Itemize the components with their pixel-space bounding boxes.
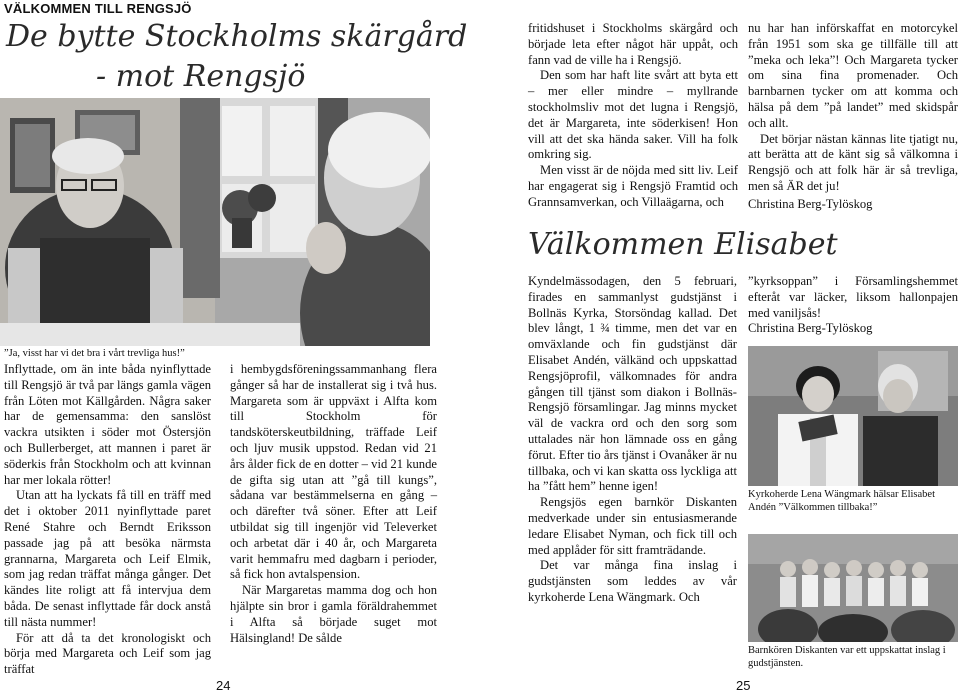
- paragraph: ”kyrksoppan” i Församlingshemmet efteråt var läcker, liksom hallonpajen med vaniljsås!: [748, 274, 958, 320]
- right-top-column-2: [748, 21, 958, 213]
- right-bottom-column-2: [748, 274, 958, 337]
- paragraph: Det var många fina inslag i gudstjänsten som leddes av vår kyrkoherde Lena Wängmark. Och: [528, 558, 737, 604]
- headline-welcome: Välkommen Elisabet: [528, 227, 838, 262]
- couple-photo-caption: ”Ja, visst har vi det bra i vårt trevliga hus!”: [4, 348, 185, 359]
- paragraph: När Margaretas mamma dog och hon hjälpte sin bror i gamla föräldrahemmet i Alfta så började suget mot Hälsingland! De sålde: [230, 583, 437, 645]
- paragraph: Kyndelmässodagen, den 5 februari, firades en sammanlyst gudstjänst i Bollnäs Kyrka, Storsöndag kallad. Det blev långt, 1 ¾ timme, men det var en omväxlande och fin gudstjänst där Elisabet Andén, välkänd och uppskattad Rengsjöprofil, välkomnades för andra gången till tjänst som diakon i Bollnäs-Rengsjö församlingar. Jag minns mycket väl de vackra ord och den sorg som uttalades när hon lämnade oss en gång förut. Efter tio års tjänst i Ovanåker är nu tillbaka, och vi kan skatta oss lyckliga att ha ”fått hem” henne igen!: [528, 274, 737, 494]
- welcome-photo: [748, 346, 958, 486]
- paragraph: Inflyttade, om än inte båda nyinflyttade till Rengsjö är två par längs gamla vägen från Löten mot Källgården. Några saker har de gemensamma: den sanslöst vackra utsikten i söder mot Östersjön och Bullerberget, att mannen i paret är söderkis från Stockholm och att kvinnan har mer lokala rötter!: [4, 362, 211, 487]
- headline-line1: De bytte Stockholms skärgård: [6, 19, 468, 54]
- page-number: 25: [736, 678, 751, 693]
- left-column-1: [4, 362, 211, 678]
- paragraph: För att då ta det kronologiskt och börja med Margareta och Leif som jag träffat: [4, 630, 211, 677]
- welcome-photo-image: [748, 346, 958, 486]
- byline: Christina Berg-Tylöskog: [748, 196, 873, 211]
- paragraph: fritidshuset i Stockholms skärgård och började leta efter något här uppåt, och fann vad de ville ha i Rengsjö.: [528, 21, 738, 67]
- welcome-photo-caption: Kyrkoherde Lena Wängmark hälsar Elisabet Andén ”Välkommen tillbaka!”: [748, 489, 935, 513]
- paragraph: Det börjar nästan kännas lite tjatigt nu, att berätta att de känt sig så välkomna i Rengsjö och att folk här är så trevliga, men så ÄR det ju!: [748, 131, 958, 193]
- paragraph: Utan att ha lyckats få till en träff med det i oktober 2011 nyinflyttade paret René Stahre och Berndt Eriksson passade jag på att besöka närmsta grannarna, Margareta och Leif Elmik, som jag redan träffat många gånger. Det kändes lite roligt att få intervjua dem båda. De senast inflyttade får dock anstå till nästa nummer!: [4, 488, 211, 629]
- choir-photo: [748, 534, 958, 642]
- couple-photo-image: [0, 98, 430, 346]
- paragraph: nu har han införskaffat en motorcykel från 1951 som ska ge tillfälle till att ”meka och leka”! Och Margareta tycker om sina fina promenader. Och barnbarnen tycker om att komma och hälsa på dem ”på landet” med skidspår och allt.: [748, 21, 958, 130]
- choir-photo-image: [748, 534, 958, 642]
- byline: Christina Berg-Tylöskog: [748, 321, 873, 336]
- paragraph: Rengsjös egen barnkör Diskanten medverkade under sin entusiasmerande ledare Elisabet Nyman, och fick till och med applåder för sitt framträdande.: [528, 495, 737, 557]
- page-number: 24: [216, 678, 231, 693]
- paragraph: i hembygdsföreningssammanhang flera gånger så har de installerat sig i två hus. Margareta som är uppväxt i Alfta kom till Stockholm för tandsköterskeutbildning, träffade Leif och ljuv musik uppstod. Redan vid 21 års ålder fick de en dotter – vid 21 kunde de gifta sig utan att ”gå till kungs”, sådana var bestämmelserna en gång – och därefter två söner. Efter att Leif utbildat sig till ingenjör vid Televerket och arbetat där i 40 år, och Margareta varit hemmafru med dagbarn i perioder, så fick hon avtalspension.: [230, 362, 437, 582]
- paragraph: Men visst är de nöjda med sitt liv. Leif har engagerat sig i Rengsjö Framtid och Grannsamverkan, och Villaägarna, och: [528, 163, 738, 209]
- choir-photo-caption: Barnkören Diskanten var ett uppskattat inslag i gudstjänsten.: [748, 645, 946, 669]
- paragraph: Den som har haft lite svårt att byta ett – mer eller mindre – myllrande stockholmsliv mot det lugna i Rengsjö, det är Margareta, inte söderkisen! Hon vill att det ska hända saker. Vill ha folk omkring sig.: [528, 68, 738, 162]
- right-page: [480, 0, 960, 693]
- headline-line2: - mot Rengsjö: [96, 59, 306, 94]
- left-column-2: [230, 362, 437, 646]
- right-bottom-column-1: [528, 274, 737, 606]
- right-top-column-1: [528, 21, 738, 211]
- couple-photo: [0, 98, 430, 346]
- section-kicker: VÄLKOMMEN TILL RENGSJÖ: [4, 1, 192, 16]
